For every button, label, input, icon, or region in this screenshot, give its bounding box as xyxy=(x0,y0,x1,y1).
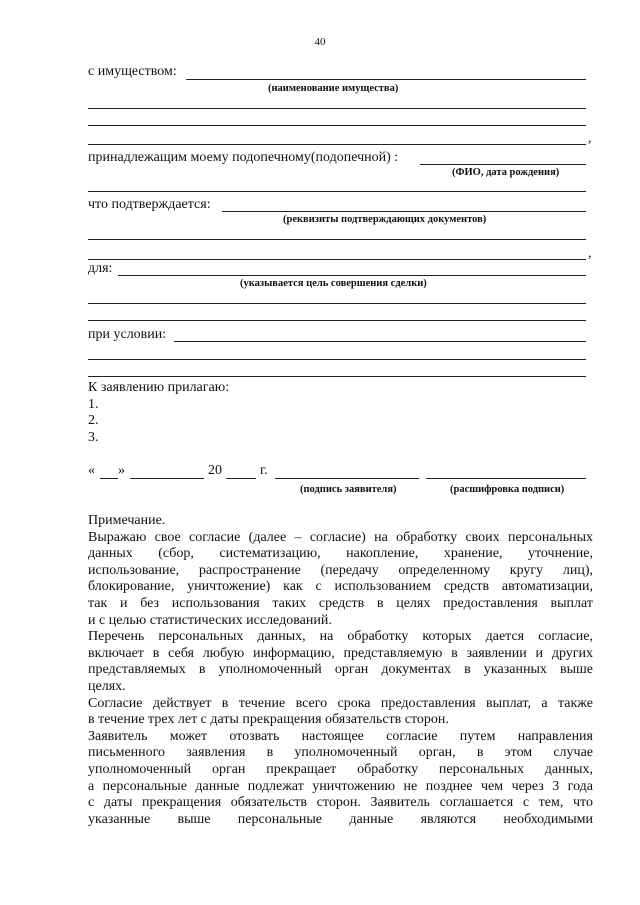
confirmed-line-3[interactable] xyxy=(88,259,586,260)
confirmed-line-2[interactable] xyxy=(88,239,586,240)
signature-decoding-field[interactable] xyxy=(426,478,586,479)
property-line-4[interactable] xyxy=(88,144,586,145)
property-field[interactable] xyxy=(186,79,586,80)
condition-label: при условии: xyxy=(88,327,167,342)
decoding-caption: (расшифровка подписи) xyxy=(450,484,565,495)
ward-caption: (ФИО, дата рождения) xyxy=(452,167,560,178)
date-open-quote: « xyxy=(88,463,95,478)
confirmed-caption: (реквизиты подтверждающих документов) xyxy=(283,214,487,225)
purpose-field[interactable] xyxy=(118,275,586,276)
note-paragraph-validity xyxy=(88,696,593,729)
purpose-line-3[interactable] xyxy=(88,320,586,321)
note-p4-line: с даты прекращения обязательств сторон. Заявитель соглашается с тем, что xyxy=(88,795,593,811)
note-p2-line: целях. xyxy=(88,678,126,694)
comma-mark: , xyxy=(588,131,592,146)
note-paragraph-withdrawal xyxy=(88,729,593,829)
year-prefix: 20 xyxy=(208,463,222,478)
note-paragraph-data-list xyxy=(88,629,593,695)
note-p4-line: письменного заявления в уполномоченный орган, в этом случае xyxy=(88,745,593,761)
note-p1-line: данных (сбор, систематизацию, накопление, хранение, уточнение, xyxy=(88,546,593,562)
note-p2-line: Перечень персональных данных, на обработку которых дается согласие, xyxy=(88,629,593,645)
note-p4-line: указанные выше персональные данные являются необходимыми xyxy=(88,811,593,827)
note-p2-line: представляемых в уполномоченный орган документах в указанных выше xyxy=(88,662,593,678)
date-year-field[interactable] xyxy=(226,478,256,479)
confirmed-label: что подтверждается: xyxy=(88,197,211,212)
page-number: 40 xyxy=(314,36,326,48)
date-close-quote: » xyxy=(118,463,125,478)
note-p1-line: Выражаю свое согласие (далее – согласие) на обработку своих персональных xyxy=(88,529,593,545)
date-day-field[interactable] xyxy=(100,478,118,479)
condition-line-2[interactable] xyxy=(88,359,586,360)
note-heading: Примечание. xyxy=(88,513,166,528)
note-p2-line: включает в себя любую информацию, представляемую в заявлении и других xyxy=(88,645,593,661)
confirmed-field[interactable] xyxy=(222,211,586,212)
note-p1-line: и с целью статистических исследований. xyxy=(88,612,332,628)
signature-field[interactable] xyxy=(275,478,419,479)
ward-label: принадлежащим моему подопечному(подопечной) : xyxy=(88,150,399,165)
property-caption: (наименование имущества) xyxy=(268,83,399,94)
year-suffix: г. xyxy=(260,463,268,478)
note-p1-line: блокирование, уничтожение) как с использованием средств автоматизации, xyxy=(88,579,593,595)
purpose-label: для: xyxy=(88,261,113,276)
property-line-2[interactable] xyxy=(88,108,586,109)
property-label: с имуществом: xyxy=(88,64,177,79)
note-p4-line: а персональные данные подлежат уничтожению не позднее чем через 3 года xyxy=(88,778,593,794)
ward-field[interactable] xyxy=(420,164,586,165)
note-p4-line: уполномоченный орган прекращает обработку персональных данных, xyxy=(88,761,593,777)
condition-line-3[interactable] xyxy=(88,376,586,377)
attachments-label: К заявлению прилагаю: xyxy=(88,380,230,395)
note-p3-line: в течение трех лет с даты прекращения обязательств сторон. xyxy=(88,712,449,728)
purpose-line-2[interactable] xyxy=(88,303,586,304)
note-section xyxy=(88,513,593,828)
attachment-item-1: 1. xyxy=(88,397,99,412)
signature-caption: (подпись заявителя) xyxy=(300,484,397,495)
attachment-item-2: 2. xyxy=(88,413,99,428)
attachment-item-3: 3. xyxy=(88,430,99,445)
note-p1-line: так и без использования таких средств в целях предоставления выплат xyxy=(88,595,593,611)
note-p3-line: Согласие действует в течение всего срока предоставления выплат, а также xyxy=(88,695,593,711)
comma-mark-2: , xyxy=(588,246,592,261)
property-line-3[interactable] xyxy=(88,125,586,126)
ward-line-2[interactable] xyxy=(88,191,586,192)
date-month-field[interactable] xyxy=(130,478,204,479)
condition-field[interactable] xyxy=(174,341,586,342)
note-p1-line: использование, распространение (передачу определенному кругу лиц), xyxy=(88,562,593,578)
note-p4-line: Заявитель может отозвать настоящее согласие путем направления xyxy=(88,728,593,744)
purpose-caption: (указывается цель совершения сделки) xyxy=(240,278,427,289)
note-paragraph-consent xyxy=(88,530,593,630)
